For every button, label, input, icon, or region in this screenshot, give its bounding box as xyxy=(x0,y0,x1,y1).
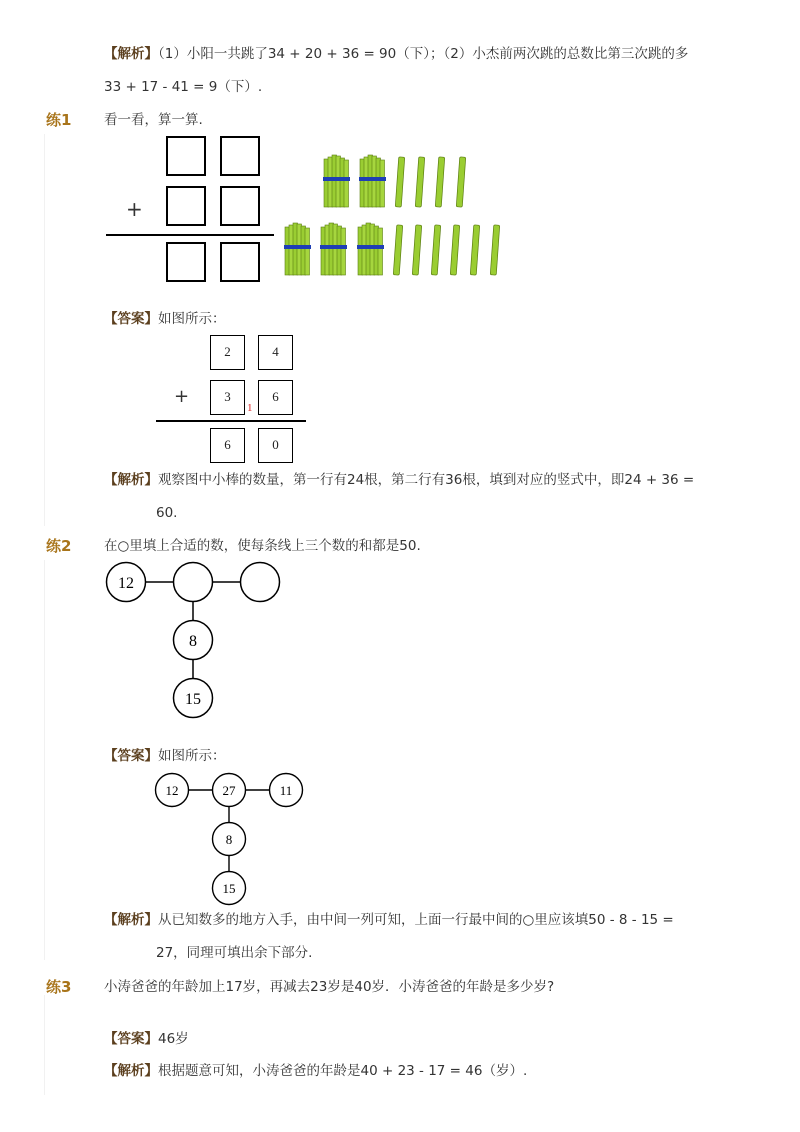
a-num-left: 12 xyxy=(165,783,179,798)
a-box-r1-tens: 2 xyxy=(210,335,245,370)
a-num-middle: 8 xyxy=(225,832,233,847)
intro-line-2: 33 + 17 - 41 = 9（下）. xyxy=(104,79,263,95)
single-r1-3 xyxy=(435,157,444,207)
q-sum-line xyxy=(106,234,274,236)
single-r2-3 xyxy=(431,225,440,275)
answer-tag: 【答案】 xyxy=(104,1031,158,1047)
a-box-r3-tens: 6 xyxy=(210,428,245,463)
answer-text: 如图所示： xyxy=(158,311,226,327)
analysis-line-1: 从已知数多的地方入手，由中间一列可知，上面一行最中间的○里应该填50 - 8 - 15 = xyxy=(158,912,674,928)
a-box-r3-ones: 0 xyxy=(258,428,293,463)
single-r2-6 xyxy=(490,225,499,275)
answer-text: 如图所示： xyxy=(158,748,226,764)
analysis-line-2: 27，同理可填出余下部分. xyxy=(156,945,313,961)
exercise-2-analysis xyxy=(104,910,674,930)
single-r2-2 xyxy=(412,225,421,275)
exercise-3-analysis xyxy=(104,1061,527,1081)
exercise-1-question: 看一看，算一算. xyxy=(104,112,203,128)
analysis-text: 根据题意可知，小涛爸爸的年龄是40 + 23 - 17 = 46（岁）. xyxy=(158,1063,528,1079)
a-carry-digit: 1 xyxy=(247,402,253,414)
margin-line-3 xyxy=(44,995,45,1095)
exercise-1-analysis xyxy=(104,470,694,490)
single-r2-1 xyxy=(393,225,402,275)
a-circle-diagram xyxy=(150,770,310,910)
answer-text: 46岁 xyxy=(158,1031,189,1047)
q-box-r2-ones[interactable] xyxy=(220,186,260,226)
analysis-tag: 【解析】 xyxy=(104,912,158,928)
analysis-tag: 【解析】 xyxy=(104,472,158,488)
q-box-r3-tens[interactable] xyxy=(166,242,206,282)
bundle-r1-2 xyxy=(359,155,386,207)
intro-line-1: （1）小阳一共跳了34 + 20 + 36 = 90（下）；（2）小杰前两次跳的总数比第三次跳的多 xyxy=(158,46,689,62)
q-box-r1-tens[interactable] xyxy=(166,136,206,176)
q-circle-right xyxy=(241,563,280,602)
a-box-r2-ones: 6 xyxy=(258,380,293,415)
bundle-r1-1 xyxy=(323,155,350,207)
a-plus-sign: + xyxy=(174,386,190,407)
q-num-bottom: 15 xyxy=(185,691,201,708)
exercise-1-label: 练1 xyxy=(46,111,72,129)
a-num-right: 11 xyxy=(279,783,293,798)
analysis-line-2: 60. xyxy=(156,505,178,521)
q-num-left: 12 xyxy=(118,575,134,592)
q-box-r3-ones[interactable] xyxy=(220,242,260,282)
q-plus-sign: + xyxy=(126,197,143,221)
q-box-r2-tens[interactable] xyxy=(166,186,206,226)
answer-tag: 【答案】 xyxy=(104,311,158,327)
bundle-r2-2 xyxy=(320,223,347,275)
bundle-r2-1 xyxy=(284,223,311,275)
a-num-center: 27 xyxy=(222,783,236,798)
exercise-2-answer xyxy=(104,746,226,766)
exercise-3-answer xyxy=(104,1029,189,1049)
q-circle-center xyxy=(174,563,213,602)
sticks-illustration xyxy=(280,150,510,280)
single-r1-4 xyxy=(456,157,465,207)
exercise-2-question: 在○里填上合适的数，使每条线上三个数的和都是50. xyxy=(104,538,421,554)
analysis-tag: 【解析】 xyxy=(104,1063,158,1079)
a-num-bottom: 15 xyxy=(222,881,236,896)
margin-line-2 xyxy=(44,560,45,960)
intro-analysis xyxy=(104,44,688,64)
margin-line-1 xyxy=(44,134,45,526)
single-r2-5 xyxy=(470,225,479,275)
single-r1-2 xyxy=(415,157,424,207)
a-box-r2-tens: 3 xyxy=(210,380,245,415)
single-r1-1 xyxy=(395,157,404,207)
a-box-r1-ones: 4 xyxy=(258,335,293,370)
answer-tag: 【答案】 xyxy=(104,748,158,764)
exercise-2-label: 练2 xyxy=(46,537,72,555)
q-circle-diagram xyxy=(100,555,290,725)
exercise-3-question: 小涛爸爸的年龄加上17岁，再减去23岁是40岁．小涛爸爸的年龄是多少岁? xyxy=(104,979,555,995)
bundle-r2-3 xyxy=(357,223,384,275)
analysis-line-1: 观察图中小棒的数量，第一行有24根，第二行有36根，填到对应的竖式中，即24 + 36 = xyxy=(158,472,695,488)
single-r2-4 xyxy=(450,225,459,275)
exercise-1-answer xyxy=(104,309,226,329)
analysis-tag: 【解析】 xyxy=(104,46,158,62)
q-num-middle: 8 xyxy=(189,633,197,650)
a-sum-line xyxy=(156,420,306,422)
q-box-r1-ones[interactable] xyxy=(220,136,260,176)
exercise-3-label: 练3 xyxy=(46,978,72,996)
